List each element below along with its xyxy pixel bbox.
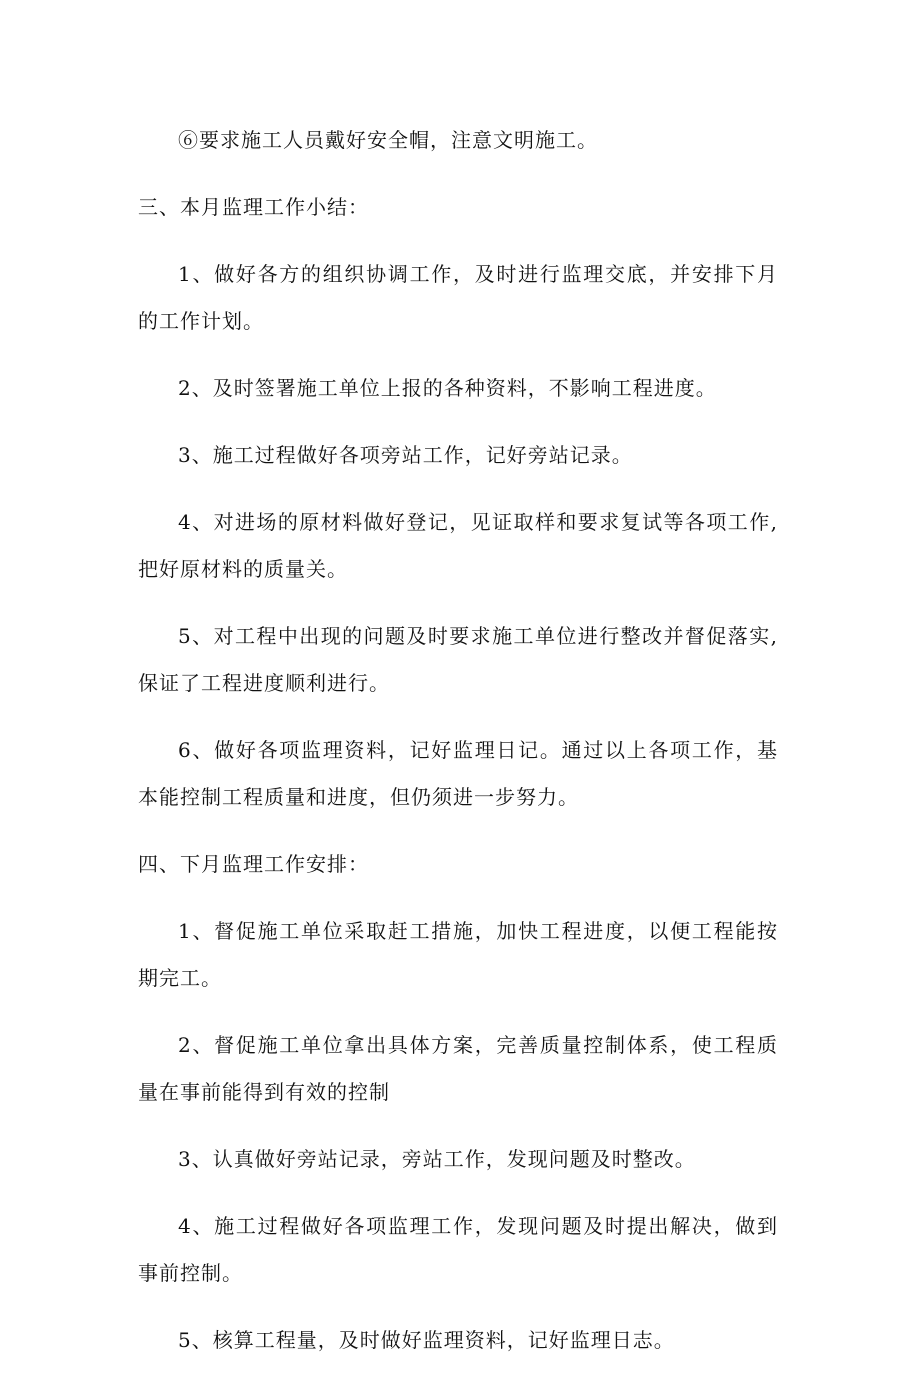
- section-heading-monthly-summary: 三、本月监理工作小结：: [138, 195, 369, 219]
- summary-item-1: 1、做好各方的组织协调工作，及时进行监理交底，并安排下月的工作计划。: [138, 262, 778, 333]
- summary-item-5: 5、对工程中出现的问题及时要求施工单位进行整改并督促落实,保证了工程进度顺利进行。: [138, 624, 778, 695]
- summary-item-4: 4、对进场的原材料做好登记，见证取样和要求复试等各项工作,把好原材料的质量关。: [138, 510, 778, 581]
- plan-item-5: 5、核算工程量，及时做好监理资料，记好监理日志。: [178, 1328, 675, 1352]
- plan-item-1: 1、督促施工单位采取赶工措施，加快工程进度，以便工程能按期完工。: [138, 919, 778, 990]
- plan-item-2: 2、督促施工单位拿出具体方案，完善质量控制体系，使工程质量在事前能得到有效的控制: [138, 1033, 778, 1104]
- summary-item-6: 6、做好各项监理资料，记好监理日记。通过以上各项工作，基本能控制工程质量和进度，但仍须进一步努力。: [138, 738, 778, 809]
- plan-item-3: 3、认真做好旁站记录，旁站工作，发现问题及时整改。: [178, 1147, 696, 1171]
- summary-item-3: 3、施工过程做好各项旁站工作，记好旁站记录。: [178, 443, 633, 467]
- document-body: [138, 117, 778, 1384]
- plan-item-4: 4、施工过程做好各项监理工作，发现问题及时提出解决，做到事前控制。: [138, 1214, 778, 1285]
- summary-item-2: 2、及时签署施工单位上报的各种资料，不影响工程进度。: [178, 376, 717, 400]
- section-heading-next-month-plan: 四、下月监理工作安排：: [138, 852, 369, 876]
- paragraph-safety-note: ⑥要求施工人员戴好安全帽，注意文明施工。: [178, 128, 598, 152]
